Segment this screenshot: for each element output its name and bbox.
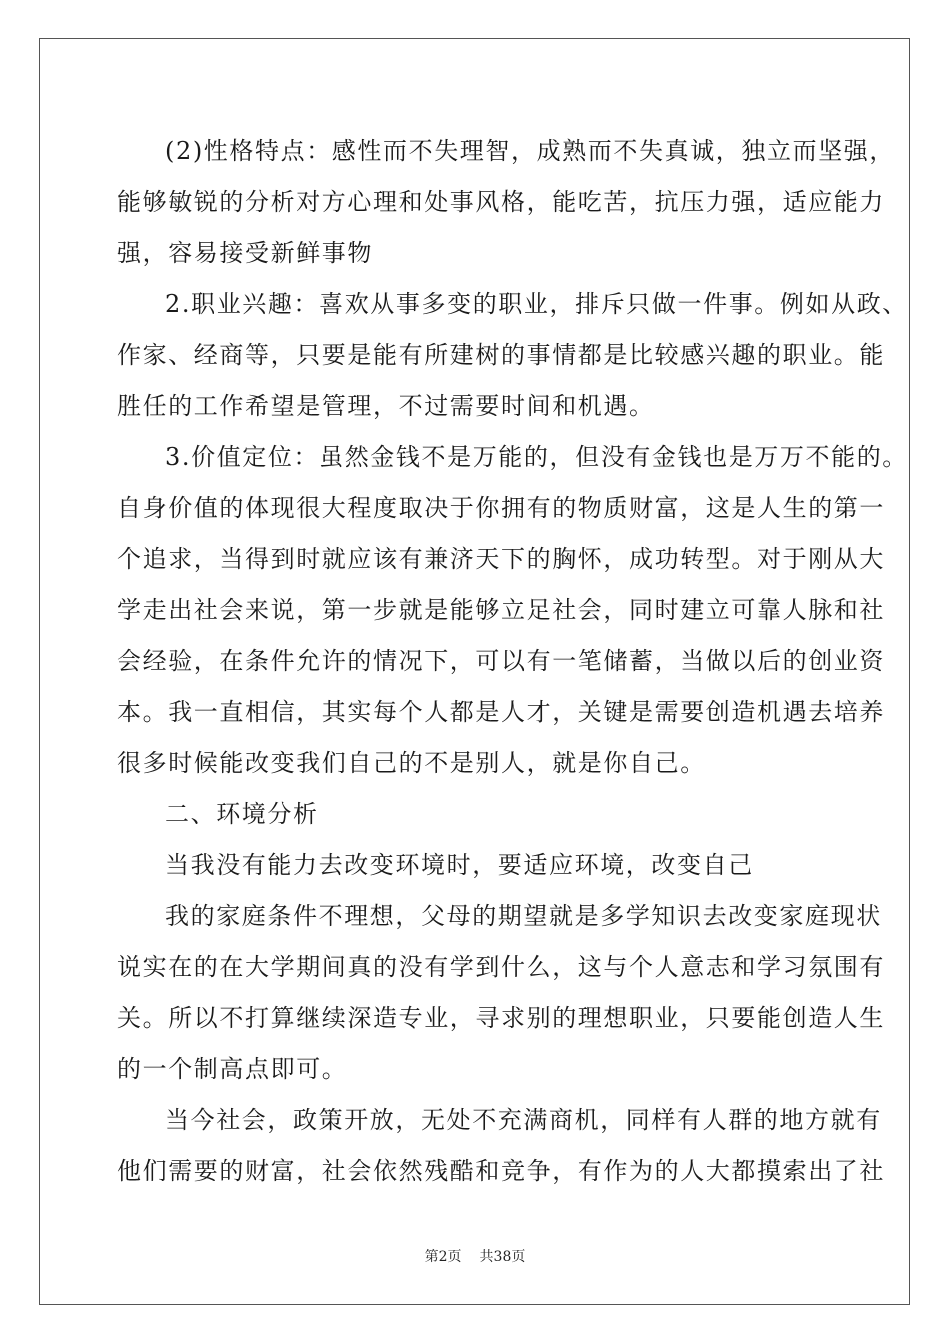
text-line: 作家、经商等，只要是能有所建树的事情都是比较感兴趣的职业。能: [117, 341, 885, 369]
text-line: 说实在的在大学期间真的没有学到什么，这与个人意志和学习氛围有: [117, 953, 885, 981]
page-footer: [0, 1246, 950, 1266]
text-line: 3.价值定位：虽然金钱不是万能的，但没有金钱也是万万不能的。: [165, 443, 908, 471]
document-body: [117, 126, 908, 1197]
text-line: 本。我一直相信，其实每个人都是人才，关键是需要创造机遇去培养: [117, 698, 885, 726]
text-line: 强，容易接受新鲜事物: [117, 239, 373, 267]
text-line: 会经验，在条件允许的情况下，可以有一笔储蓄，当做以后的创业资: [117, 647, 885, 675]
text-line: (2)性格特点：感性而不失理智，成熟而不失真诚，独立而坚强，: [165, 137, 895, 165]
text-block: [117, 126, 908, 1197]
text-line: 当我没有能力去改变环境时，要适应环境，改变自己: [165, 851, 754, 879]
page-number: 第2页: [424, 1249, 462, 1265]
text-line: 的一个制高点即可。: [117, 1055, 348, 1083]
text-line: 自身价值的体现很大程度取决于你拥有的物质财富，这是人生的第一: [117, 494, 885, 522]
text-line: 当今社会，政策开放，无处不充满商机，同样有人群的地方就有: [165, 1106, 882, 1134]
section-heading: 二、环境分析: [165, 800, 319, 828]
text-line: 关。所以不打算继续深造专业，寻求别的理想职业，只要能创造人生: [117, 1004, 885, 1032]
text-line: 很多时候能改变我们自己的不是别人，就是你自己。: [117, 749, 706, 777]
text-line: 能够敏锐的分析对方心理和处事风格，能吃苦，抗压力强，适应能力: [117, 188, 885, 216]
text-line: 学走出社会来说，第一步就是能够立足社会，同时建立可靠人脉和社: [117, 596, 885, 624]
text-line: 他们需要的财富，社会依然残酷和竞争，有作为的人大都摸索出了社: [117, 1157, 885, 1185]
text-line: 胜任的工作希望是管理，不过需要时间和机遇。: [117, 392, 655, 420]
page-total: 共38页: [479, 1249, 526, 1265]
text-line: 我的家庭条件不理想，父母的期望就是多学知识去改变家庭现状: [165, 902, 882, 930]
text-line: 2.职业兴趣：喜欢从事多变的职业，排斥只做一件事。例如从政、: [165, 290, 908, 318]
text-line: 个追求，当得到时就应该有兼济天下的胸怀，成功转型。对于刚从大: [117, 545, 885, 573]
